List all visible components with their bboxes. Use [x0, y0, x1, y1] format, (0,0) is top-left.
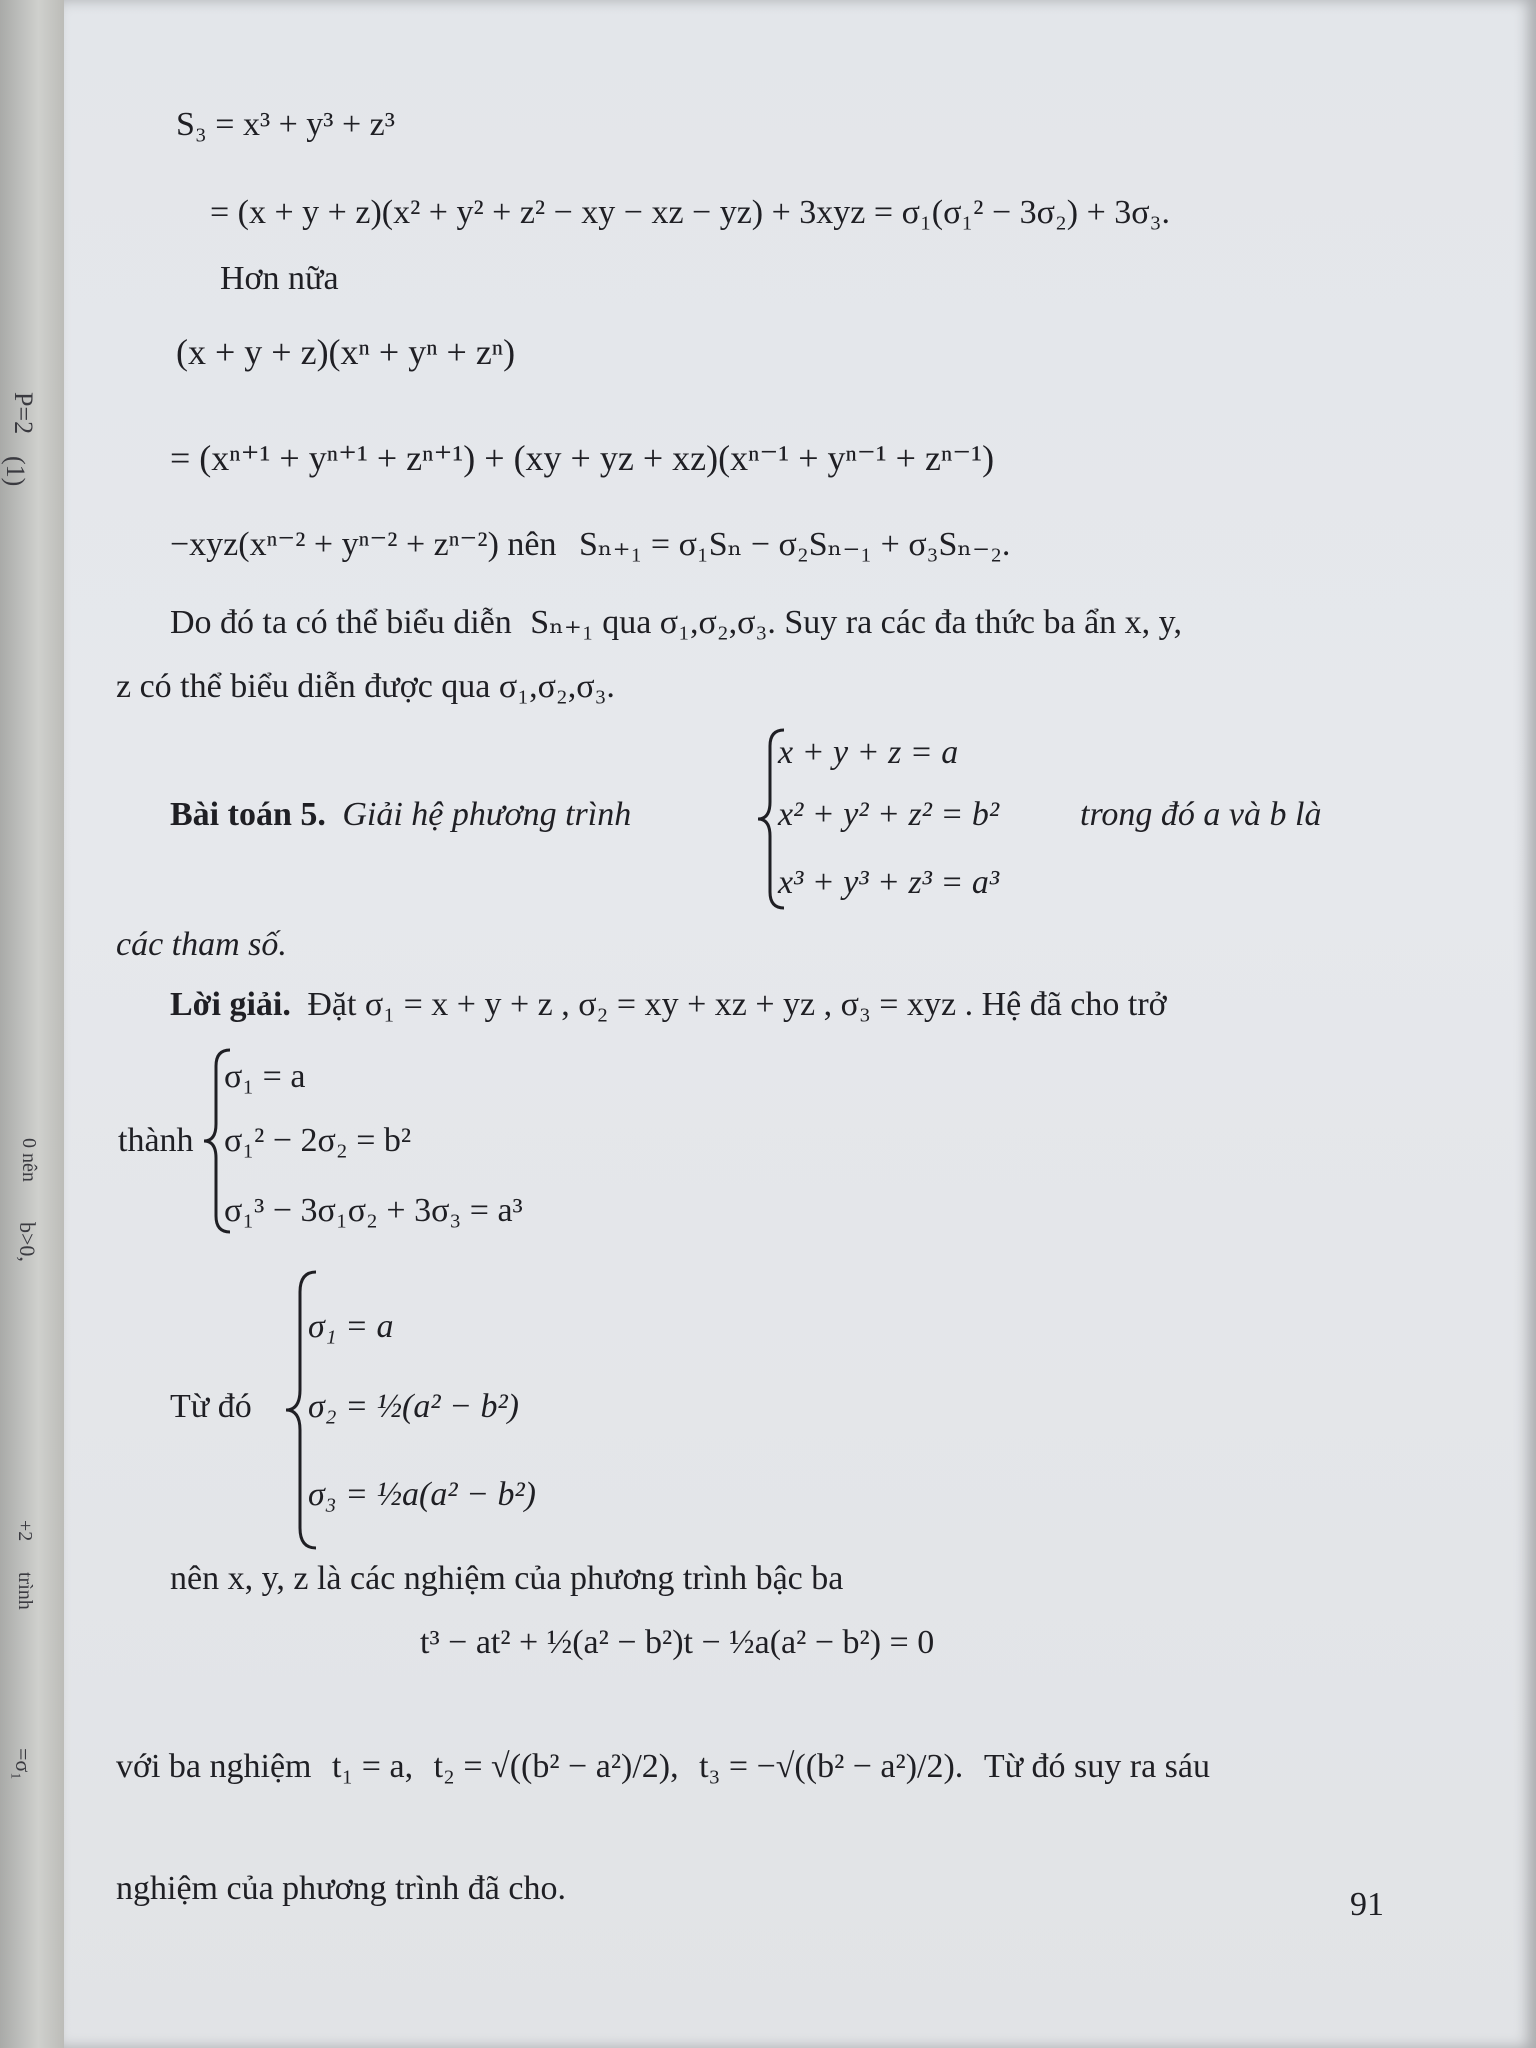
problem-condition-end: các tham số. [116, 926, 287, 963]
sigma-system-1: σ₁ = a [224, 1058, 306, 1095]
root-t3: t₃ = −√((b² − a²)/2). [699, 1748, 964, 1785]
margin-fragment: =σ₁ [11, 1748, 36, 1780]
s3-definition: S₃ = x³ + y³ + z³ [176, 106, 395, 143]
product-tail [170, 528, 1010, 562]
hon-nua-text: Hơn nữa [220, 260, 339, 297]
sigma-result-2: σ₂ = ½(a² − b²) [308, 1388, 520, 1425]
product-lhs: (x + y + z)(xⁿ + yⁿ + zⁿ) [176, 332, 516, 372]
margin-fragment: (1) [1, 456, 30, 487]
tu-do-label: Từ đó [170, 1388, 252, 1425]
solution-heading: Lời giải. [170, 986, 291, 1023]
margin-fragment: +2 [14, 1520, 36, 1542]
sigma-system-2: σ₁² − 2σ₂ = b² [224, 1122, 412, 1159]
root-t2: t₂ = √((b² − a²)/2), [433, 1748, 679, 1785]
recurrence-formula: Sₙ₊₁ = σ₁Sₙ − σ₂Sₙ₋₁ + σ₃Sₙ₋₂. [578, 526, 1011, 563]
margin-fragment: b>0, [15, 1222, 40, 1262]
paragraph-line [170, 606, 1182, 640]
roots-intro: với ba nghiệm [116, 1748, 312, 1785]
equation-2: x² + y² + z² = b² [778, 796, 1000, 833]
problem-condition: trong đó a và b là [1080, 796, 1322, 833]
problem-heading: Bài toán 5. [170, 796, 326, 833]
paragraph-text: Do đó ta có thể biểu diễn [170, 604, 512, 641]
solution-intro: Đặt σ₁ = x + y + z , σ₂ = xy + xz + yz , σ₃ = xyz . Hệ đã cho trở [307, 986, 1167, 1023]
root-t1: t₁ = a, [332, 1748, 414, 1785]
paragraph-text: Sₙ₊₁ qua σ₁,σ₂,σ₃. Suy ra các đa thức ba ẩn x, y, [530, 604, 1182, 641]
problem-statement: Giải hệ phương trình [342, 796, 632, 833]
sigma-result-1: σ₁ = a [308, 1308, 394, 1345]
roots-line [116, 1750, 1210, 1784]
equation-3: x³ + y³ + z³ = a³ [778, 864, 1000, 901]
problem-title-line [170, 798, 631, 832]
s3-expansion: = (x + y + z)(x² + y² + z² − xy − xz − yz) + 3xyz = σ₁(σ₁² − 3σ₂) + 3σ₃. [210, 194, 1170, 231]
product-rhs: = (xⁿ⁺¹ + yⁿ⁺¹ + zⁿ⁺¹) + (xy + yz + xz)(xⁿ⁻¹ + yⁿ⁻¹ + zⁿ⁻¹) [170, 438, 995, 478]
margin-fragment: P=2 [9, 392, 38, 435]
thanh-label: thành [118, 1122, 194, 1159]
sigma-result-3: σ₃ = ½a(a² − b²) [308, 1476, 537, 1513]
paragraph-line: z có thể biểu diễn được qua σ₁,σ₂,σ₃. [116, 668, 615, 705]
solution-intro-line [170, 988, 1167, 1022]
last-line: nghiệm của phương trình đã cho. [116, 1870, 566, 1907]
product-tail-left: −xyz(xⁿ⁻² + yⁿ⁻² + zⁿ⁻²) nên [170, 526, 557, 563]
page-number: 91 [1350, 1886, 1384, 1923]
margin-fragment: trình [14, 1572, 36, 1610]
cubic-equation: t³ − at² + ½(a² − b²)t − ½a(a² − b²) = 0 [420, 1624, 935, 1661]
roots-end: Từ đó suy ra sáu [983, 1748, 1210, 1785]
book-page [64, 0, 1536, 2048]
sigma-system-3: σ₁³ − 3σ₁σ₂ + 3σ₃ = a³ [224, 1192, 523, 1229]
margin-fragment: 0 nên [18, 1138, 40, 1182]
equation-1: x + y + z = a [778, 734, 959, 771]
adjacent-page-edge [0, 0, 64, 2048]
nen-line: nên x, y, z là các nghiệm của phương trình bậc ba [170, 1560, 844, 1597]
